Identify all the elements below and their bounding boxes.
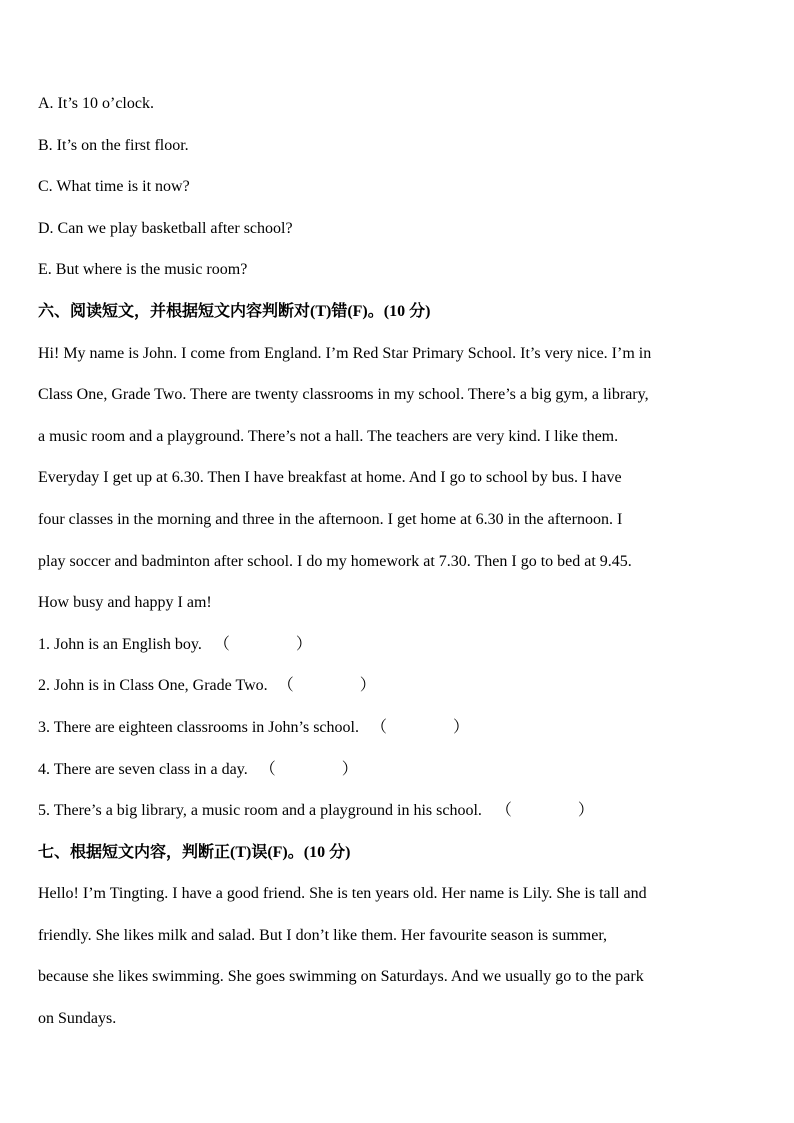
answer-open-paren: （: [259, 760, 276, 778]
answer-close-paren: ）: [452, 718, 469, 736]
options-list: [38, 83, 758, 291]
option-e: E. But where is the music room?: [38, 261, 248, 279]
option-a: A. It’s 10 o’clock.: [38, 95, 154, 112]
section-6-questions: [38, 624, 758, 832]
answer-open-paren: （: [370, 718, 387, 736]
section-7-passage: [38, 873, 758, 1039]
passage-line: four classes in the morning and three in the afternoon. I get home at 6.30 in the afternoon. I: [38, 510, 623, 528]
passage-line: because she likes swimming. She goes swimming on Saturdays. And we usually go to the park: [38, 968, 644, 986]
question-text: 5. There’s a big library, a music room and a playground in his school.: [38, 802, 482, 820]
answer-open-paren: （: [495, 802, 512, 820]
passage-line: friendly. She likes milk and salad. But I don’t like them. Her favourite season is summer,: [38, 926, 608, 944]
question-3: [38, 707, 758, 749]
passage-line: Hello! I’m Tingting. I have a good friend. She is ten years old. Her name is Lily. She is tall and: [38, 885, 647, 903]
passage-line: Class One, Grade Two. There are twenty classrooms in my school. There’s a big gym, a library,: [38, 386, 649, 404]
section-6-heading: 六、阅读短文，并根据短文内容判断对(T)错(F)。(10 分): [38, 302, 431, 320]
option-c: C. What time is it now?: [38, 178, 190, 196]
answer-close-paren: ）: [295, 635, 312, 653]
question-text: 2. John is in Class One, Grade Two.: [38, 677, 268, 695]
section-6-passage: [38, 333, 758, 624]
passage-line: on Sundays.: [38, 1010, 117, 1028]
question-4: [38, 749, 758, 791]
option-b: B. It’s on the first floor.: [38, 136, 189, 154]
document-page: [38, 83, 758, 1040]
question-text: 1. John is an English boy.: [38, 635, 202, 653]
option-d: D. Can we play basketball after school?: [38, 219, 293, 237]
passage-line: play soccer and badminton after school. I do my homework at 7.30. Then I go to bed at 9.45.: [38, 552, 632, 570]
question-1: [38, 624, 758, 666]
answer-open-paren: （: [277, 677, 294, 695]
passage-line: Everyday I get up at 6.30. Then I have breakfast at home. And I go to school by bus. I have: [38, 469, 622, 487]
answer-close-paren: ）: [359, 677, 376, 695]
question-5: [38, 790, 758, 832]
question-text: 3. There are eighteen classrooms in John’s school.: [38, 718, 359, 736]
question-2: [38, 665, 758, 707]
passage-line: Hi! My name is John. I come from England. I’m Red Star Primary School. It’s very nice. I’m in: [38, 344, 652, 362]
answer-open-paren: （: [213, 635, 230, 653]
section-7-heading: 七、根据短文内容，判断正(T)误(F)。(10 分): [38, 843, 351, 861]
passage-line: How busy and happy I am!: [38, 594, 212, 612]
question-text: 4. There are seven class in a day.: [38, 760, 248, 778]
passage-line: a music room and a playground. There’s not a hall. The teachers are very kind. I like them.: [38, 427, 619, 445]
answer-close-paren: ）: [341, 760, 358, 778]
answer-close-paren: ）: [577, 802, 594, 820]
